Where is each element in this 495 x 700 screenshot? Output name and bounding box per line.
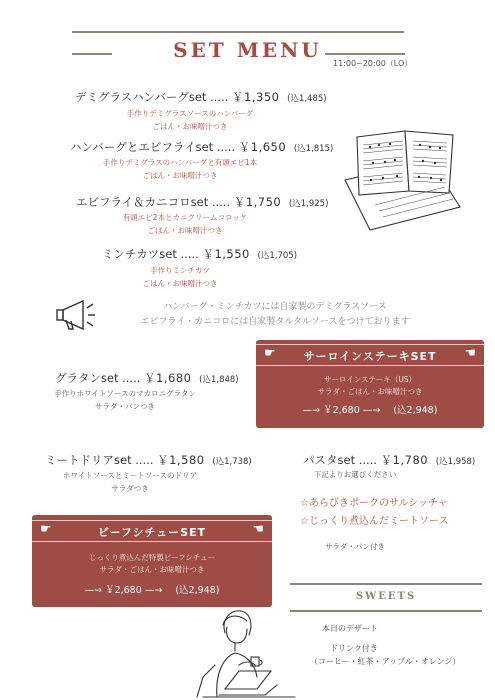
item-price: ￥1,580 [157, 453, 205, 467]
desc-line: サラダつき [111, 484, 149, 493]
pointing-hand-icon: ☛ [264, 346, 276, 361]
pointing-hand-icon: ☚ [464, 346, 476, 361]
doria-set [45, 452, 252, 468]
woman-laptop-illustration [195, 605, 300, 700]
item-dots: ..... [210, 90, 229, 104]
item-name: デミグラスハンバーグset [75, 90, 207, 104]
arrow-decoration: —→ [84, 585, 103, 596]
item-name: グラタンset [55, 371, 119, 385]
desc-line: サラダ・ごはん・お味噌汁つき [317, 387, 423, 396]
menu-item-2 [70, 139, 333, 155]
item-tax-price: (込1,485) [287, 94, 327, 104]
desc-line: じっくり煮込んだ特製ビーフシチュー [88, 553, 216, 562]
steak-set-panel [256, 340, 484, 428]
item-price: ￥1,780 [380, 453, 429, 467]
desc-line: 手作りミンチカツ [150, 266, 210, 275]
beef-stew-price [32, 582, 272, 596]
item-tax-price: (込1,925) [288, 199, 329, 209]
header-rule-left [72, 53, 112, 55]
item-price: ￥2,680 [105, 585, 142, 596]
beef-stew-panel [32, 515, 272, 607]
menu-item-4-desc [110, 264, 250, 290]
desc-line: サーロインステーキ（US） [323, 375, 417, 384]
gratin-desc [25, 387, 225, 413]
item-tax-price: (込1,815) [293, 144, 334, 154]
opening-hours: 11:00~20:00（LO） [333, 59, 413, 68]
item-dots: ..... [211, 195, 231, 209]
dessert-label: 本日のデザート [322, 624, 378, 633]
pasta-set [303, 452, 475, 468]
item-price: ￥2,680 [323, 405, 360, 416]
item-tax-price: (込2,948) [175, 585, 220, 596]
item-tax-price: (込1,738) [212, 457, 252, 467]
item-name: ミンチカツset [102, 247, 177, 261]
menu-item-3-desc [90, 211, 280, 237]
drink-options: （コーヒー・紅茶・アップル・オレンジ） [310, 657, 461, 666]
sweets-rule-top [290, 583, 482, 585]
desc-line: ホワイトソースとミートソースのドリア [62, 471, 198, 480]
desc-line: ごはん・お味噌汁つき [142, 279, 218, 288]
beef-stew-desc [32, 552, 272, 576]
page-title: SET MENU [173, 38, 322, 62]
sheet-music-illustration [335, 125, 470, 235]
header-rule-top [72, 31, 404, 33]
steak-desc [256, 374, 484, 398]
gratin-set [55, 370, 239, 386]
item-tax-price: (込2,948) [393, 405, 438, 416]
desc-line: 有頭エビ2本とカニクリームコロッケ [122, 213, 248, 222]
pasta-option-1: ☆あらびきポークのサルシッチャ [300, 498, 448, 509]
steak-set-title: サーロインステーキSET [303, 350, 437, 363]
menu-item-3 [76, 194, 328, 210]
menu-item-1 [75, 89, 327, 105]
header-rule-right [325, 53, 405, 55]
sweets-rule-bottom [290, 610, 482, 612]
pointing-hand-icon: ☚ [252, 522, 264, 537]
item-price: ￥1,750 [233, 195, 282, 209]
pasta-option-2: ☆じっくり煮込んだミートソース [300, 516, 449, 527]
arrow-decoration: —→ [144, 585, 163, 596]
pasta-note: 下記よりお選びください [313, 470, 397, 479]
menu-item-4 [102, 246, 297, 262]
doria-desc [20, 469, 240, 495]
desc-line: サラダ・ごはん・お味噌汁つき [99, 565, 205, 574]
desc-line: 手作りデミグラスのハンバーグと有頭エビ1本 [102, 158, 258, 167]
menu-item-2-desc [80, 156, 280, 182]
arrow-decoration: —→ [302, 405, 321, 416]
menu-item-1-desc [100, 107, 280, 133]
item-name: ミートドリアset [45, 453, 132, 467]
item-dots: ..... [135, 453, 154, 467]
steak-price [256, 402, 484, 416]
item-name: ハンバーグとエビフライset [70, 140, 214, 154]
item-name: パスタset [303, 453, 356, 467]
notice-line: ハンバーグ・ミンチカツには自家製のデミグラスソース [163, 302, 387, 312]
item-tax-price: (込1,958) [435, 457, 476, 467]
arrow-decoration: —→ [362, 405, 381, 416]
notice-line: エビフライ・カニコロには自家製タルタルソースをつけております [140, 317, 410, 327]
item-name: エビフライ＆カニコロset [76, 195, 209, 209]
desc-line: サラダ・パンつき [95, 402, 155, 411]
sauce-notice [105, 300, 445, 330]
item-dots: ..... [180, 247, 199, 261]
item-price: ￥1,650 [238, 140, 287, 154]
item-dots: ..... [122, 371, 141, 385]
desc-line: ごはん・お味噌汁つき [142, 171, 218, 180]
item-price: ￥1,350 [232, 90, 280, 104]
pasta-side: サラダ・パン付き [325, 542, 385, 551]
desc-line: ごはん・お味噌汁つき [152, 122, 228, 131]
desc-line: 手作りデミグラスソースのハンバーグ [126, 109, 254, 118]
pointing-hand-icon: ☛ [40, 522, 52, 537]
item-price: ￥1,680 [144, 371, 192, 385]
desc-line: 手作りホワイトソースのマカロニグラタン [54, 389, 196, 398]
drink-label: ドリンク付き [330, 644, 378, 653]
item-dots: ..... [216, 140, 236, 154]
sweets-title: SWEETS [355, 591, 417, 602]
item-tax-price: (込1,848) [199, 375, 239, 385]
megaphone-icon [55, 298, 99, 332]
desc-line: ごはん・お味噌汁つき [147, 226, 223, 235]
item-dots: ..... [358, 453, 378, 467]
beef-stew-title: ビーフシチューSET [97, 526, 207, 539]
item-tax-price: (込1,705) [257, 251, 298, 261]
item-price: ￥1,550 [202, 247, 250, 261]
